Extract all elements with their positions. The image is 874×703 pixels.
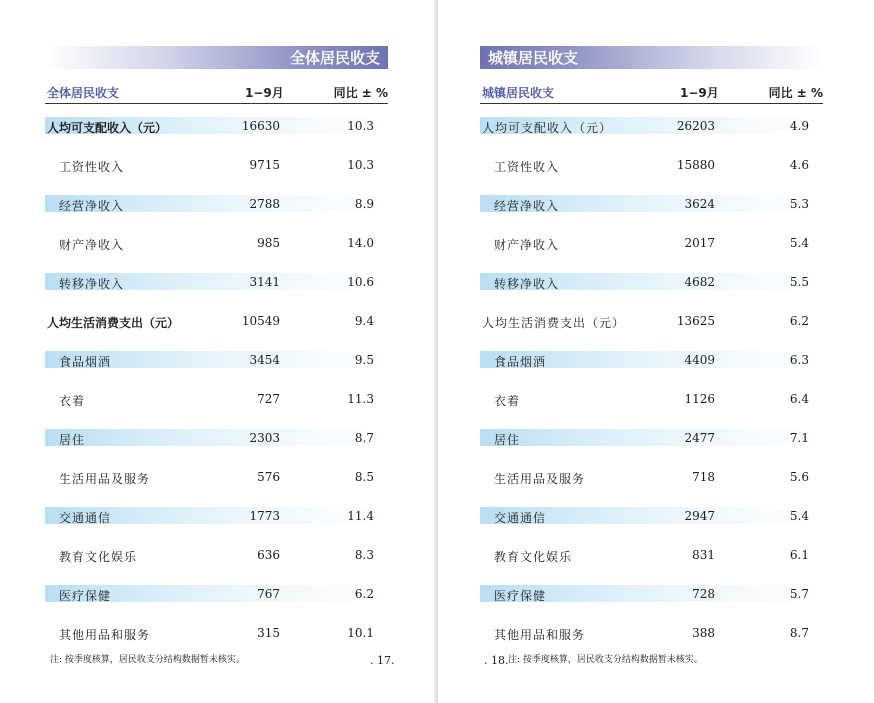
table-row <box>480 428 823 467</box>
row-label: 人均可支配收入（元） <box>47 121 168 135</box>
row-value: 1773 <box>249 509 280 523</box>
table-row <box>480 545 823 584</box>
row-yoy: 8.7 <box>789 626 809 640</box>
section-title: 全体居民收支 <box>289 49 380 67</box>
column-header-yoy: 同比 ± % <box>768 86 823 100</box>
row-value: 2017 <box>684 236 715 250</box>
table-row <box>480 350 823 389</box>
income-expenditure-table <box>45 116 388 662</box>
row-value: 718 <box>692 470 715 484</box>
row-yoy: 10.3 <box>347 158 374 172</box>
table-row <box>480 467 823 506</box>
table-row <box>480 116 823 155</box>
column-header-name: 城镇居民收支 <box>482 86 555 100</box>
footnote: 注: 按季度核算，居民收支分结构数据暂未核实。 <box>508 655 703 665</box>
row-value: 636 <box>257 548 280 562</box>
row-yoy: 5.6 <box>789 470 809 484</box>
row-label: 转移净收入 <box>494 277 560 291</box>
row-value: 985 <box>257 236 280 250</box>
table-row <box>45 272 388 311</box>
row-yoy: 5.3 <box>789 197 809 211</box>
row-value: 9715 <box>249 158 280 172</box>
row-value: 2303 <box>249 431 280 445</box>
row-label: 工资性收入 <box>59 160 125 174</box>
table-row <box>480 584 823 623</box>
table-row <box>480 311 823 350</box>
row-yoy: 14.0 <box>347 236 374 250</box>
row-yoy: 7.1 <box>789 431 809 445</box>
row-label: 工资性收入 <box>494 160 560 174</box>
row-label: 食品烟酒 <box>59 355 112 369</box>
row-label: 人均可支配收入（元） <box>482 121 613 135</box>
row-value: 576 <box>257 470 280 484</box>
row-value: 3624 <box>684 197 715 211</box>
table-row <box>45 545 388 584</box>
row-yoy: 4.6 <box>789 158 809 172</box>
row-yoy: 5.4 <box>789 236 809 250</box>
row-yoy: 6.1 <box>789 548 809 562</box>
row-yoy: 8.9 <box>354 197 374 211</box>
table-row <box>45 428 388 467</box>
row-yoy: 10.3 <box>347 119 374 133</box>
table-row <box>45 506 388 545</box>
row-value: 388 <box>692 626 715 640</box>
section-title-bar <box>45 46 388 69</box>
row-label: 交通通信 <box>59 511 112 525</box>
row-label: 居住 <box>59 433 86 447</box>
row-yoy: 8.7 <box>354 431 374 445</box>
section-title: 城镇居民收支 <box>488 49 579 67</box>
section-title-bar <box>480 46 823 69</box>
table-header <box>480 81 823 104</box>
row-value: 10549 <box>241 314 280 328</box>
row-label: 衣着 <box>494 394 521 408</box>
table-row <box>480 233 823 272</box>
row-yoy: 9.5 <box>354 353 374 367</box>
table-row <box>480 194 823 233</box>
row-yoy: 11.3 <box>347 392 374 406</box>
row-label: 其他用品和服务 <box>59 628 151 642</box>
row-yoy: 5.7 <box>789 587 809 601</box>
column-header-period: 1−9月 <box>245 86 284 100</box>
right-page <box>438 0 874 703</box>
row-value: 767 <box>257 587 280 601</box>
row-value: 315 <box>257 626 280 640</box>
row-value: 2788 <box>249 197 280 211</box>
table-row <box>45 467 388 506</box>
row-value: 831 <box>692 548 715 562</box>
row-yoy: 4.9 <box>789 119 809 133</box>
row-label: 医疗保健 <box>494 589 547 603</box>
row-value: 15880 <box>676 158 715 172</box>
row-label: 生活用品及服务 <box>494 472 586 486</box>
table-row <box>480 155 823 194</box>
row-yoy: 6.2 <box>789 314 809 328</box>
table-row <box>480 506 823 545</box>
row-yoy: 11.4 <box>347 509 374 523</box>
row-yoy: 6.4 <box>789 392 809 406</box>
row-yoy: 10.1 <box>347 626 374 640</box>
row-label: 转移净收入 <box>59 277 125 291</box>
row-label: 居住 <box>494 433 521 447</box>
page-number: . 17. <box>370 654 395 667</box>
row-yoy: 8.5 <box>354 470 374 484</box>
table-row <box>45 194 388 233</box>
row-value: 4682 <box>684 275 715 289</box>
row-label: 经营净收入 <box>494 199 560 213</box>
row-yoy: 10.6 <box>347 275 374 289</box>
row-label: 生活用品及服务 <box>59 472 151 486</box>
row-value: 2947 <box>684 509 715 523</box>
row-value: 2477 <box>684 431 715 445</box>
table-header <box>45 81 388 104</box>
row-label: 食品烟酒 <box>494 355 547 369</box>
row-value: 16630 <box>241 119 280 133</box>
row-label: 财产净收入 <box>59 238 125 252</box>
row-value: 3454 <box>249 353 280 367</box>
table-row <box>45 233 388 272</box>
row-label: 教育文化娱乐 <box>494 550 573 564</box>
row-value: 4409 <box>684 353 715 367</box>
column-header-yoy: 同比 ± % <box>333 86 388 100</box>
row-label: 衣着 <box>59 394 86 408</box>
row-value: 3141 <box>249 275 280 289</box>
column-header-period: 1−9月 <box>680 86 719 100</box>
table-row <box>45 116 388 155</box>
row-yoy: 6.3 <box>789 353 809 367</box>
row-label: 其他用品和服务 <box>494 628 586 642</box>
table-row <box>480 389 823 428</box>
page-number: . 18. <box>484 654 509 667</box>
row-yoy: 8.3 <box>354 548 374 562</box>
income-expenditure-table <box>480 116 823 662</box>
row-yoy: 6.2 <box>354 587 374 601</box>
table-row <box>45 584 388 623</box>
row-value: 727 <box>257 392 280 406</box>
table-row <box>45 155 388 194</box>
row-label: 教育文化娱乐 <box>59 550 138 564</box>
row-value: 13625 <box>676 314 715 328</box>
row-yoy: 5.5 <box>789 275 809 289</box>
row-label: 财产净收入 <box>494 238 560 252</box>
table-row <box>45 311 388 350</box>
row-label: 交通通信 <box>494 511 547 525</box>
row-value: 26203 <box>676 119 715 133</box>
row-label: 经营净收入 <box>59 199 125 213</box>
table-row <box>45 350 388 389</box>
table-row <box>480 272 823 311</box>
column-header-name: 全体居民收支 <box>47 86 120 100</box>
row-label: 人均生活消费支出（元） <box>482 316 626 330</box>
row-value: 728 <box>692 587 715 601</box>
row-yoy: 5.4 <box>789 509 809 523</box>
row-value: 1126 <box>684 392 715 406</box>
table-row <box>45 389 388 428</box>
row-label: 医疗保健 <box>59 589 112 603</box>
row-label: 人均生活消费支出（元） <box>47 316 180 330</box>
row-yoy: 9.4 <box>354 314 374 328</box>
footnote: 注: 按季度核算，居民收支分结构数据暂未核实。 <box>50 655 245 665</box>
